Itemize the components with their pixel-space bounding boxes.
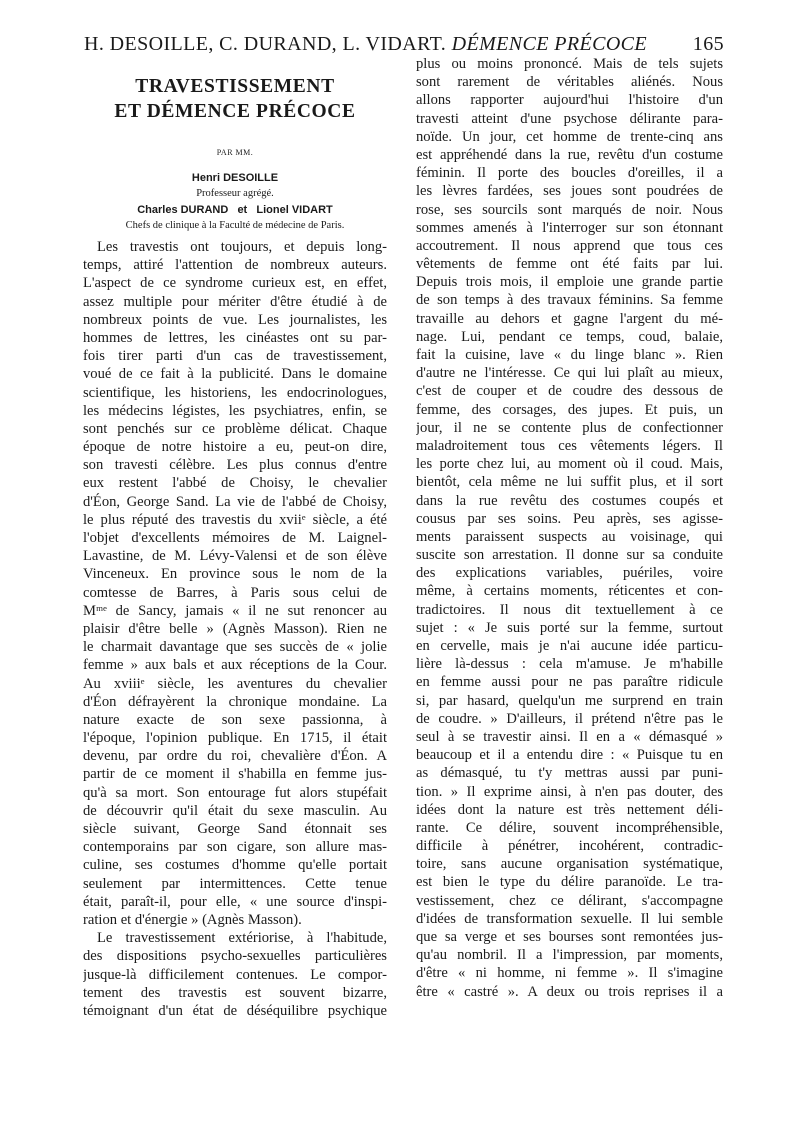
text-line: de coudre. » D'ailleurs, il prétend n'être pas le [416, 710, 723, 727]
authors-durand-vidart-role: Chefs de clinique à la Faculté de médecine de Paris. [125, 220, 345, 231]
authors-durand-vidart: Charles DURAND et Lionel VIDART [137, 204, 333, 216]
text-line: plus ou moins prononcé. Mais de tels sujets [416, 56, 723, 72]
text-line: jour, il ne se contente plus de confectionner [416, 419, 723, 436]
text-line: comtesse de Barres, à Paris sous celui de [83, 584, 387, 601]
text-line: accoutrement. Il nous apprend que tous ces [416, 237, 723, 254]
text-line: dans la rue revêtu des costumes coupés et [416, 492, 723, 509]
text-line: si, par hasard, quelqu'un me surprend en train [416, 692, 723, 709]
article-title-line1: TRAVESTISSEMENT [135, 76, 335, 97]
text-line: rose, ses sourcils sont marqués de noir. Nous [416, 201, 723, 218]
text-line: suscite son arrestation. Il donne sur sa conduite [416, 547, 723, 564]
text-line: femme » aux bals et aux réceptions de la Cour. [83, 657, 387, 674]
text-line: allons rapporter aujourd'hui l'histoire d'un [416, 92, 723, 109]
author-desoille: Henri DESOILLE [191, 172, 279, 184]
text-line: voué de ce fait à la publicité. Dans le domaine [83, 366, 387, 383]
text-line: Le travestissement extériorise, à l'habitude, [97, 930, 387, 947]
text-line: Mᵐᵉ de Sancy, jamais « il ne sut renoncer au [83, 602, 387, 619]
text-line: des dispositions psycho-sexuelles particulières [83, 948, 387, 965]
text-line: est bien le type du délire paranoïde. Le tra- [416, 874, 723, 891]
text-line: sommes amenés à l'interroger sur son étonnant [416, 219, 723, 236]
text-line: seulement par intermittences. Cette tenue [83, 875, 387, 892]
text-line: était, paraît-il, pour elle, « une source d'inspi- [83, 893, 387, 910]
text-line: partir de ce moment il s'habilla en femme jus- [83, 766, 387, 783]
text-line: as démasqué, tu t'y mettras aussi par puni- [416, 765, 723, 782]
article-title-line2: ET DÉMENCE PRÉCOCE [114, 101, 356, 122]
text-line: difficile à pénétrer, incohérent, contradic- [416, 838, 723, 855]
text-line: noïde. Un jour, cet homme de trente-cinq ans [416, 128, 723, 145]
text-line: de son temps à des travaux féminins. Sa femme [416, 292, 723, 309]
text-line: bientôt, cela même ne lui suffit plus, et il sort [416, 474, 723, 491]
text-line: rante. Ce délire, souvent incompréhensible, [416, 819, 723, 836]
text-line: les médecins légistes, les psychiatres, enfin, se [83, 402, 387, 419]
text-line: ments paraissent suspects au voisinage, qui [416, 528, 723, 545]
page-number: 165 [692, 33, 724, 55]
text-line: travaille au dehors et gagne l'argent du mé- [416, 310, 723, 327]
byline-label: PAR MM. [216, 148, 254, 157]
text-line: femme, des corsages, des jupes. Et puis, un [416, 401, 723, 418]
text-line: d'être « ni homme, ni femme ». Il s'imagine [416, 965, 723, 982]
text-line: nature exacte de son sexe passionna, à [83, 711, 387, 728]
text-line: l'objet d'excellents mémoires de M. Laignel- [83, 530, 387, 546]
left-text-column [83, 238, 387, 1020]
text-line: travesti atteint d'une psychose délirante para- [416, 110, 723, 127]
text-line: eux restent l'abbé de Choisy, le chevalier [83, 475, 387, 492]
text-line: d'Éon défrayèrent la chronique mondaine. La [83, 693, 387, 710]
text-line: Depuis trois mois, il emploie une grande partie [416, 274, 723, 291]
text-line: scientifique, les historiens, les endocrinologues, [83, 384, 387, 401]
text-line: en cervelle, mais je n'ai aucune idée particu- [416, 638, 723, 654]
text-line: siècle suivant, George Sand étonnait ses [83, 821, 387, 837]
text-line: le charmait davantage que ses succès de « jolie [83, 639, 387, 656]
text-line: tradictoires. Il nous dit textuellement à ce [416, 601, 723, 618]
text-line: hommes de lettres, les cinéastes ont su par- [83, 329, 387, 346]
text-line: contemporains par son cigare, son allure mas- [83, 839, 387, 856]
text-line: nage. Lui, pendant ce temps, coud, balaie, [416, 328, 723, 345]
text-line: devenu, par ordre du roi, chevalière d'Éon. A [83, 748, 387, 765]
text-line: L'aspect de ce syndrome curieux est, en effet, [83, 275, 387, 292]
text-line: temps, attiré l'attention de nombreux auteurs. [83, 257, 387, 274]
text-line: que sa verge et ses bourses sont remontées jus- [416, 929, 723, 945]
header-running-title: DÉMENCE PRÉCOCE [451, 33, 648, 55]
text-line: l'époque, l'opinion publique. En 1715, il était [83, 730, 387, 747]
text-line: cousus par ses soins. Peu après, ses agisse- [416, 510, 723, 527]
text-line: sont rarement de véritables aliénés. Nous [416, 74, 723, 91]
text-line: Lavastine, de M. Lévy-Valensi et de son élève [83, 548, 387, 565]
text-line: seul à se travestir ainsi. Il en a « démasqué » [416, 728, 723, 745]
text-line: idées dont la nature est très nettement déli- [416, 801, 723, 818]
text-line: Au xviiiᵉ siècle, les aventures du chevalier [83, 675, 387, 692]
text-line: plaisir d'être belle » (Agnès Masson). Rien ne [83, 620, 387, 637]
header-authors: H. DESOILLE, C. DURAND, L. VIDART. [84, 33, 447, 55]
text-line: toire, sans aucune organisation systématique, [416, 856, 723, 873]
text-line: tement des travestis est souvent bizarre, [83, 984, 387, 1001]
text-line: en femme aussi pour ne pas paraître ridicule [416, 674, 723, 691]
text-line: d'idées de transformation sexuelle. Il lui semble [416, 910, 723, 927]
text-line: vêtements de femme ont été faits par lui. [416, 256, 723, 273]
text-line: assez multiple pour mériter d'être étudié à de [83, 293, 387, 310]
text-line: jusque-là difficilement contenues. Le compor- [83, 966, 387, 983]
text-line: les porte chez lui, au moment où il coud. Mais, [416, 456, 723, 473]
text-line: sont penchés sur ce problème délicat. Chaque [83, 420, 387, 437]
text-line: qu'à sa mort. Son entourage fut alors stupéfait [83, 784, 387, 801]
text-line: être « castré ». A deux ou trois reprises il a [416, 983, 723, 1000]
text-line: époque de notre histoire a eu, peut-on dire, [83, 439, 387, 456]
text-line: même, à certains moments, réticentes et con- [416, 583, 723, 600]
text-line: Les travestis ont toujours, et depuis long- [97, 239, 387, 255]
text-line: nombreux points de vue. Les journalistes, les [83, 311, 387, 328]
author-desoille-role: Professeur agrégé. [196, 188, 274, 199]
text-line: fait la cuisine, lave « du linge blanc ». Rien [416, 347, 723, 363]
text-line: son travesti célèbre. Les plus connus d'entre [83, 457, 387, 474]
text-line: les lèvres fardées, ses joues sont poudrées de [416, 183, 723, 200]
text-line: est appréhendé dans la rue, revêtu d'un costume [416, 146, 723, 163]
text-line: c'est de couper et de coudre des dessous de [416, 383, 723, 400]
text-line: d'autre ne l'intéresse. Ce qui lui plaît au mieux, [416, 365, 723, 382]
text-line: vestissement, chez ce délirant, s'accompagne [416, 892, 723, 909]
text-line: d'Éon, George Sand. La vie de l'abbé de Choisy, [83, 493, 387, 510]
text-line: tion. » Il exprime ainsi, à n'en pas douter, des [416, 783, 723, 800]
text-line: ration et d'énergie » (Agnès Masson). [83, 911, 302, 928]
text-line: maladroitement tous ces vêtements légers. Il [416, 437, 723, 454]
text-line: Vinceneux. En province sous le nom de la [83, 566, 387, 583]
text-line: le plus réputé des travestis du xviiᵉ siècle, a été [83, 511, 387, 528]
text-line: féminin. Il porte des boucles d'oreilles, il a [416, 165, 723, 182]
running-header [84, 33, 724, 56]
text-line: lière là-dessus : cela m'amuse. Je m'habille [416, 656, 723, 673]
text-line: culine, ses costumes d'homme qu'elle portait [83, 857, 387, 874]
text-line: qu'au nombril. Il a l'impression, par moments, [416, 947, 723, 964]
text-line: fois tirer parti d'un cas de travestissement, [83, 348, 387, 365]
text-line: des explications variables, puériles, voire [416, 565, 723, 582]
text-line: témoignant d'un état de déséquilibre psychique [83, 1002, 387, 1019]
text-line: sujet : « Je suis porté sur la femme, surtout [416, 619, 723, 636]
right-text-column [416, 55, 723, 1001]
text-line: de découvrir qu'il était du sexe masculin. Au [83, 802, 387, 819]
text-line: beaucoup et il a entendu dire : « Puisque tu en [416, 747, 723, 764]
